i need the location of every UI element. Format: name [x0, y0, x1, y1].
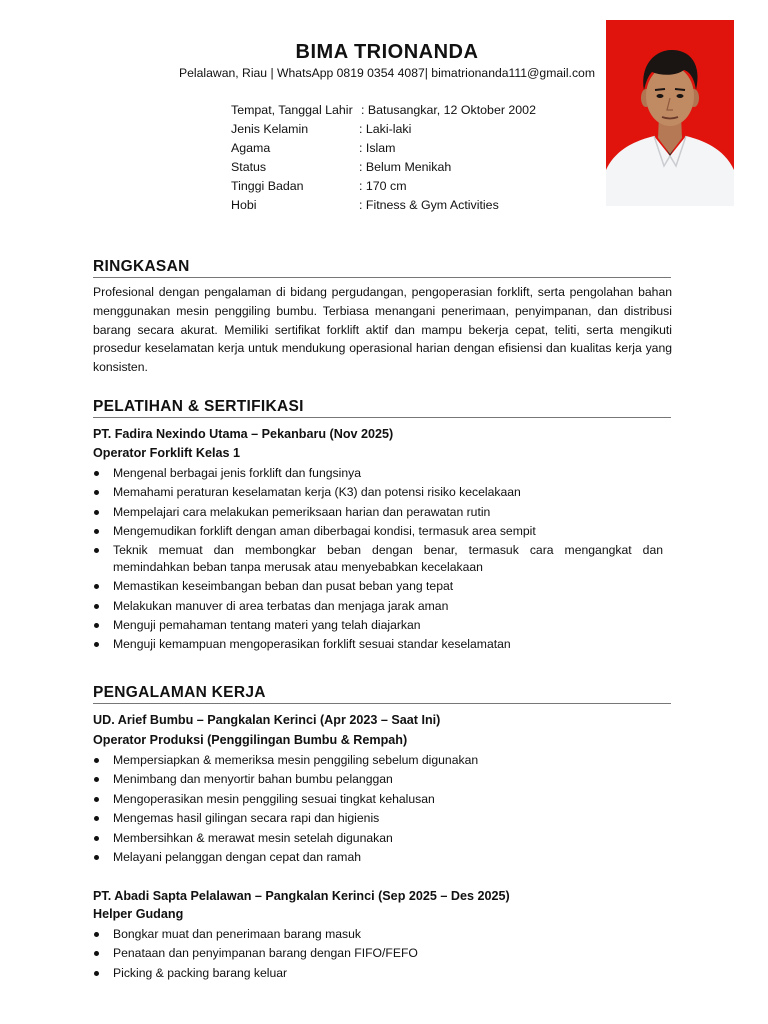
list-item: Mempersiapkan & memeriksa mesin penggiling sebelum digunakan [93, 752, 673, 769]
experience-heading: PENGALAMAN KERJA [93, 684, 671, 704]
training-list [93, 465, 663, 653]
personal-info [231, 103, 536, 217]
list-item: Mengemudikan forklift dengan aman diberbagai kondisi, termasuk area sempit [93, 523, 663, 540]
personal-label: Tempat, Tanggal Lahir [231, 103, 353, 117]
list-item: Membersihkan & merawat mesin setelah digunakan [93, 830, 673, 847]
personal-value: : Fitness & Gym Activities [359, 198, 499, 212]
contact-info: Pelalawan, Riau | WhatsApp 0819 0354 4087| bimatrionanda111@gmail.com [179, 66, 595, 80]
personal-row [231, 198, 536, 217]
personal-row [231, 160, 536, 179]
training-organization: PT. Fadira Nexindo Utama – Pekanbaru (Nov 2025) [93, 427, 394, 441]
list-item: Mengenal berbagai jenis forklift dan fungsinya [93, 465, 663, 482]
list-item: Menimbang dan menyortir bahan bumbu pelanggan [93, 771, 673, 788]
job-organization: PT. Abadi Sapta Pelalawan – Pangkalan Kerinci (Sep 2025 – Des 2025) [93, 889, 510, 903]
job-organization: UD. Arief Bumbu – Pangkalan Kerinci (Apr 2023 – Saat Ini) [93, 713, 441, 727]
list-item: Menguji kemampuan mengoperasikan forklift sesuai standar keselamatan [93, 636, 663, 653]
personal-row [231, 122, 536, 141]
personal-row [231, 141, 536, 160]
portrait-illustration [606, 20, 734, 206]
personal-label: Tinggi Badan [231, 179, 304, 193]
job-duties-list [93, 926, 673, 982]
list-item: Teknik memuat dan membongkar beban dengan benar, termasuk cara mengangkat dan memindahkan beban tanpa merusak atau menyebabkan kecelakaan [93, 542, 663, 576]
personal-label: Jenis Kelamin [231, 122, 309, 136]
list-item: Penataan dan penyimpanan barang dengan FIFO/FEFO [93, 945, 673, 962]
list-item: Mempelajari cara melakukan pemeriksaan harian dan perawatan rutin [93, 504, 663, 521]
list-item: Melayani pelanggan dengan cepat dan ramah [93, 849, 673, 866]
job-role: Operator Produksi (Penggilingan Bumbu & Rempah) [93, 733, 408, 747]
list-item: Mengemas hasil gilingan secara rapi dan higienis [93, 810, 673, 827]
personal-label: Agama [231, 141, 271, 155]
personal-value: : Laki-laki [359, 122, 412, 136]
personal-label: Hobi [231, 198, 257, 212]
personal-label: Status [231, 160, 267, 174]
summary-heading: RINGKASAN [93, 258, 671, 278]
summary-text: Profesional dengan pengalaman di bidang pergudangan, pengoperasian forklift, serta pengolahan bahan menggunakan mesin penggiling bumbu. Terbiasa menangani penerimaan, penyimpanan, dan distribusi barang secara akurat. Memiliki sertifikat forklift aktif dan mampu bekerja cepat, teliti, serta mengikuti prosedur keselamatan kerja untuk mendukung operasional harian dengan efisiensi dan kualitas kerja yang konsisten. [93, 285, 672, 375]
profile-photo [606, 20, 734, 206]
list-item: Memahami peraturan keselamatan kerja (K3) dan potensi risiko kecelakaan [93, 484, 663, 501]
personal-row [231, 103, 536, 122]
list-item: Memastikan keseimbangan beban dan pusat beban yang tepat [93, 578, 663, 595]
personal-value: : Batusangkar, 12 Oktober 2002 [361, 103, 536, 117]
personal-value: : Islam [359, 141, 396, 155]
list-item: Mengoperasikan mesin penggiling sesuai tingkat kehalusan [93, 791, 673, 808]
job-role: Helper Gudang [93, 907, 184, 921]
personal-value: : 170 cm [359, 179, 407, 193]
list-item: Melakukan manuver di area terbatas dan menjaga jarak aman [93, 598, 663, 615]
candidate-name: BIMA TRIONANDA [295, 41, 479, 63]
list-item: Picking & packing barang keluar [93, 965, 673, 982]
job-duties-list [93, 752, 673, 866]
training-heading: PELATIHAN & SERTIFIKASI [93, 398, 671, 418]
personal-value: : Belum Menikah [359, 160, 452, 174]
list-item: Bongkar muat dan penerimaan barang masuk [93, 926, 673, 943]
list-item: Menguji pemahaman tentang materi yang telah diajarkan [93, 617, 663, 634]
personal-row [231, 179, 536, 198]
training-role: Operator Forklift Kelas 1 [93, 446, 240, 460]
